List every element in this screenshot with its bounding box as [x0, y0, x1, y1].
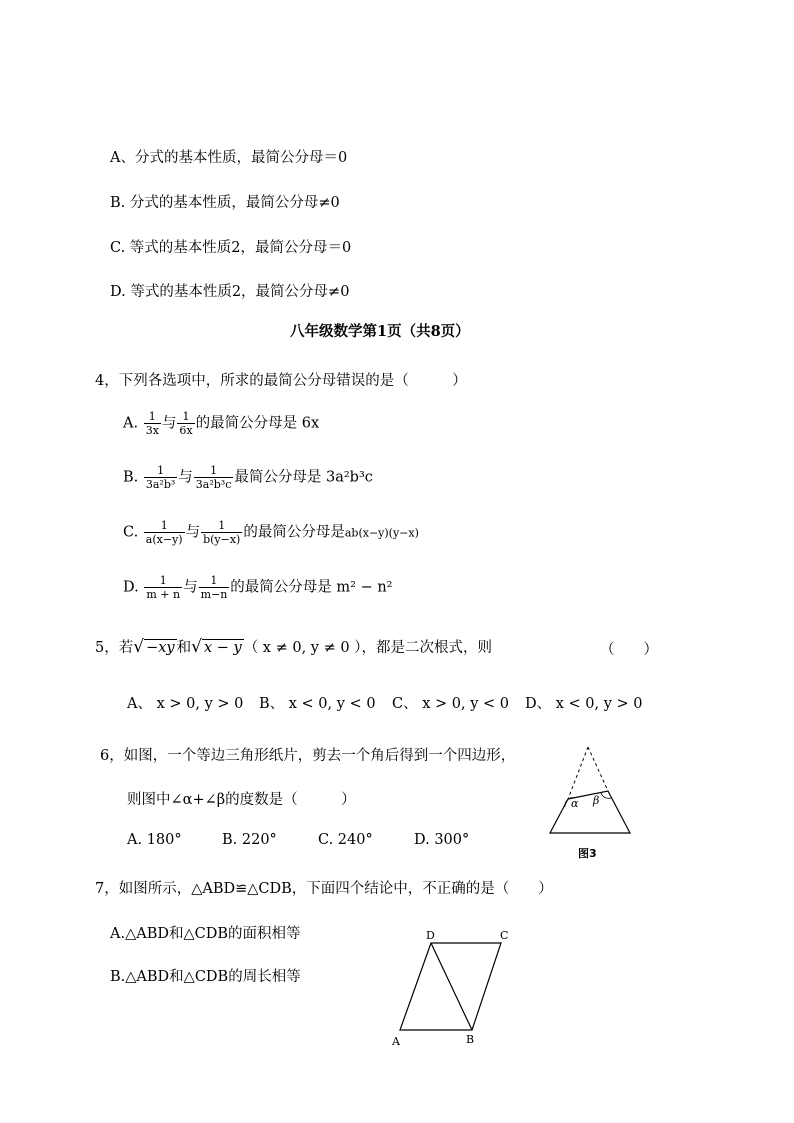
- q4-option-a: A. $\frac{1}{3x}$ 与 $\frac{1}{6x}$ 的最简公分母是 6x: [123, 410, 320, 437]
- sqrt-xy: −xy: [146, 640, 175, 656]
- q5-stem: 5，若√ −xy 和√ x − y （ x ≠ 0, y ≠ 0 ），都是二次根式，则: [95, 637, 492, 657]
- q4-option-d: D. $\frac{1}{m + n}$ 与 $\frac{1}{m-n}$ 的最简公分母是 m² − n²: [123, 574, 393, 601]
- q6-line2: 则图中∠α+∠β的度数是（ ）: [127, 792, 356, 808]
- q4-stem: 4，下列各选项中，所求的最简公分母错误的是（ ）: [95, 373, 467, 389]
- q6-option-a: A. 180°: [127, 832, 182, 848]
- vertex-a-label: A: [392, 1035, 400, 1048]
- vertex-b-label: B: [466, 1033, 475, 1046]
- q3-option-c: C. 等式的基本性质2，最简公分母＝0: [110, 240, 352, 256]
- q5-option-d: D、 x < 0, y > 0: [525, 696, 643, 712]
- figure-caption: 图3: [578, 847, 597, 860]
- q6-line1: 6，如图，一个等边三角形纸片，剪去一个角后得到一个四边形，: [100, 748, 516, 764]
- fraction: $\frac{1}{m + n}$: [146, 574, 181, 601]
- fraction: $\frac{1}{\text{3a²b³}}$: [145, 464, 176, 491]
- q4-option-c: C. $\frac{1}{a(x-y)}$ 与 $\frac{1}{b(y-x)}$ 的最简公分母是ab(x−y)(y−x): [123, 519, 419, 546]
- q7-stem: 7，如图所示，△ABD≌△CDB，下面四个结论中，不正确的是（ ）: [95, 881, 553, 897]
- fraction: $\frac{1}{m-n}$: [200, 574, 228, 601]
- vertex-d-label: D: [426, 929, 435, 942]
- q5-option-b: B、 x < 0, y < 0: [259, 696, 376, 712]
- sqrt-x-minus-y: x − y: [203, 640, 242, 656]
- parallelogram-figure: [388, 925, 518, 1050]
- q6-option-b: B. 220°: [222, 832, 277, 848]
- triangle-figure: [540, 745, 640, 865]
- q4-option-b: B. $\frac{1}{\text{3a²b³}}$ 与 $\frac{1}{\text{3a²b³c}}$ 最简公分母是 3a²b³c: [123, 464, 373, 491]
- vertex-c-label: C: [500, 929, 509, 942]
- q3-option-a: A、分式的基本性质，最简公分母＝0: [110, 150, 348, 166]
- fraction: $\frac{1}{3x}$: [145, 410, 159, 437]
- q5-option-a: A、 x > 0, y > 0: [127, 696, 244, 712]
- fraction: $\frac{1}{b(y-x)}$: [203, 519, 241, 546]
- beta-label: β: [593, 794, 600, 807]
- alpha-label: α: [571, 797, 579, 810]
- fraction: $\frac{1}{a(x-y)}$: [145, 519, 183, 546]
- q3-option-b: B. 分式的基本性质，最简公分母≠0: [110, 195, 340, 211]
- q6-option-d: D. 300°: [414, 832, 470, 848]
- q5-answer-paren: （ ）: [600, 642, 658, 658]
- fraction: $\frac{1}{6x}$: [179, 410, 193, 437]
- page-footer: 八年级数学第1页（共8页）: [290, 323, 470, 340]
- q7-option-a: A.△ABD和△CDB的面积相等: [110, 926, 301, 942]
- q6-option-c: C. 240°: [318, 832, 373, 848]
- q7-option-b: B.△ABD和△CDB的周长相等: [110, 969, 301, 985]
- fraction: $\frac{1}{\text{3a²b³c}}$: [195, 464, 232, 491]
- q3-option-d: D. 等式的基本性质2，最简公分母≠0: [110, 284, 350, 300]
- q5-option-c: C、 x > 0, y < 0: [392, 696, 509, 712]
